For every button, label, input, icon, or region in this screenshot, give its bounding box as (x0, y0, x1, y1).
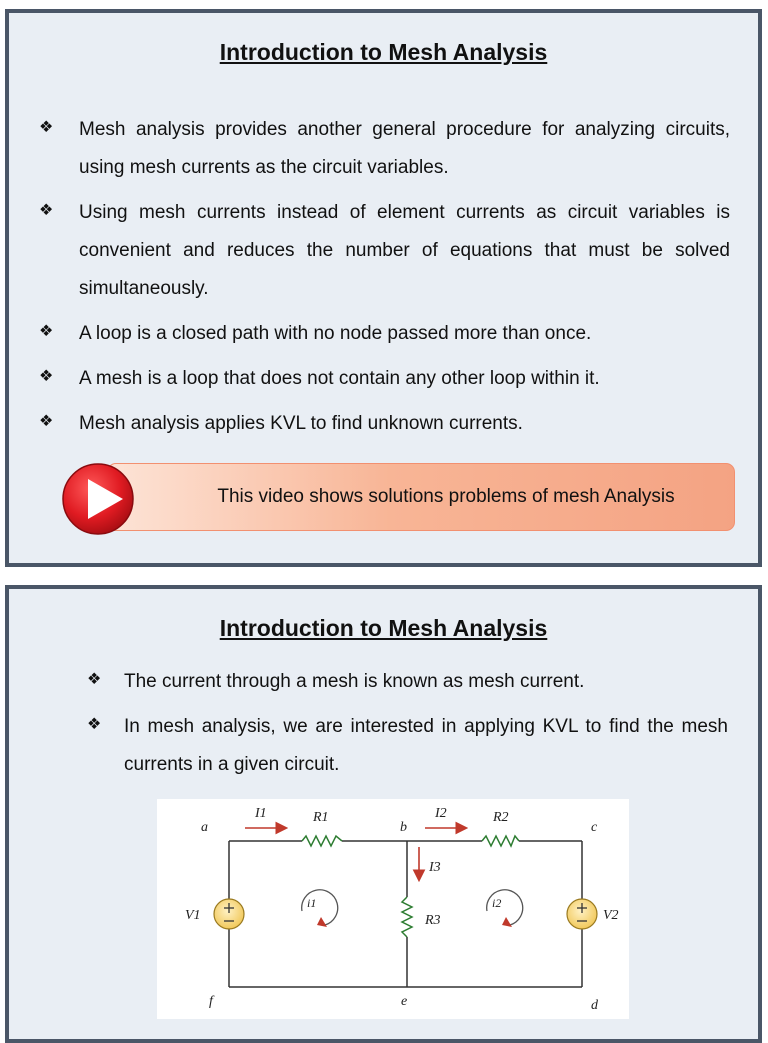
play-icon[interactable] (61, 462, 135, 536)
diamond-bullet-icon: ❖ (39, 413, 54, 430)
label-v2: V2 (603, 908, 619, 923)
resistor-r1 (302, 836, 342, 846)
bullet-text: Using mesh currents instead of element currents as circuit variables is convenient and reduces the number of equations that must be solved simultaneously. (79, 202, 730, 299)
bullet-item (39, 360, 730, 398)
node-label-e: e (401, 994, 408, 1009)
diamond-bullet-icon: ❖ (87, 716, 102, 733)
circuit-diagram (157, 799, 629, 1019)
node-label-f: f (209, 994, 213, 1009)
bullet-item (39, 111, 730, 187)
label-v1: V1 (185, 908, 201, 923)
video-link-label[interactable]: This video shows solutions problems of mesh Analysis (217, 486, 675, 507)
label-i3: I3 (429, 860, 441, 875)
bullet-text: Mesh analysis provides another general procedure for analyzing circuits, using mesh currents as the circuit variables. (79, 119, 730, 178)
label-r1: R1 (313, 810, 329, 825)
bullet-item (39, 315, 730, 353)
bullet-text: A mesh is a loop that does not contain any other loop within it. (79, 368, 600, 389)
node-label-b: b (400, 820, 407, 835)
label-r2: R2 (493, 810, 509, 825)
bullet-text: A loop is a closed path with no node passed more than once. (79, 323, 592, 344)
voltage-source-v1-icon (214, 899, 244, 929)
label-mesh-i1: i1 (307, 896, 317, 910)
label-mesh-i2: i2 (492, 896, 502, 910)
voltage-source-v2-icon (567, 899, 597, 929)
video-link-banner[interactable] (107, 463, 735, 531)
slide-title: Introduction to Mesh Analysis (219, 39, 548, 65)
bullet-text: The current through a mesh is known as mesh current. (124, 671, 585, 692)
bullet-text: In mesh analysis, we are interested in applying KVL to find the mesh currents in a given circuit. (124, 716, 728, 775)
slide-2 (5, 585, 762, 1043)
slide-1 (5, 9, 762, 567)
node-label-d: d (591, 998, 598, 1013)
node-label-a: a (201, 820, 208, 835)
bullet-item (87, 663, 728, 701)
resistor-r2 (482, 836, 519, 846)
diamond-bullet-icon: ❖ (39, 368, 54, 385)
diamond-bullet-icon: ❖ (87, 671, 102, 688)
label-i2: I2 (435, 806, 447, 821)
bullet-text: Mesh analysis applies KVL to find unknown currents. (79, 413, 523, 434)
slide-title: Introduction to Mesh Analysis (219, 615, 548, 641)
bullet-list (39, 111, 730, 450)
bullet-list (87, 663, 728, 791)
resistor-r3 (402, 897, 412, 937)
diamond-bullet-icon: ❖ (39, 323, 54, 340)
label-i1: I1 (255, 806, 267, 821)
bullet-item (39, 194, 730, 308)
label-r3: R3 (425, 913, 441, 928)
bullet-item (87, 708, 728, 784)
diamond-bullet-icon: ❖ (39, 119, 54, 136)
bullet-item (39, 405, 730, 443)
node-label-c: c (591, 820, 598, 835)
diamond-bullet-icon: ❖ (39, 202, 54, 219)
